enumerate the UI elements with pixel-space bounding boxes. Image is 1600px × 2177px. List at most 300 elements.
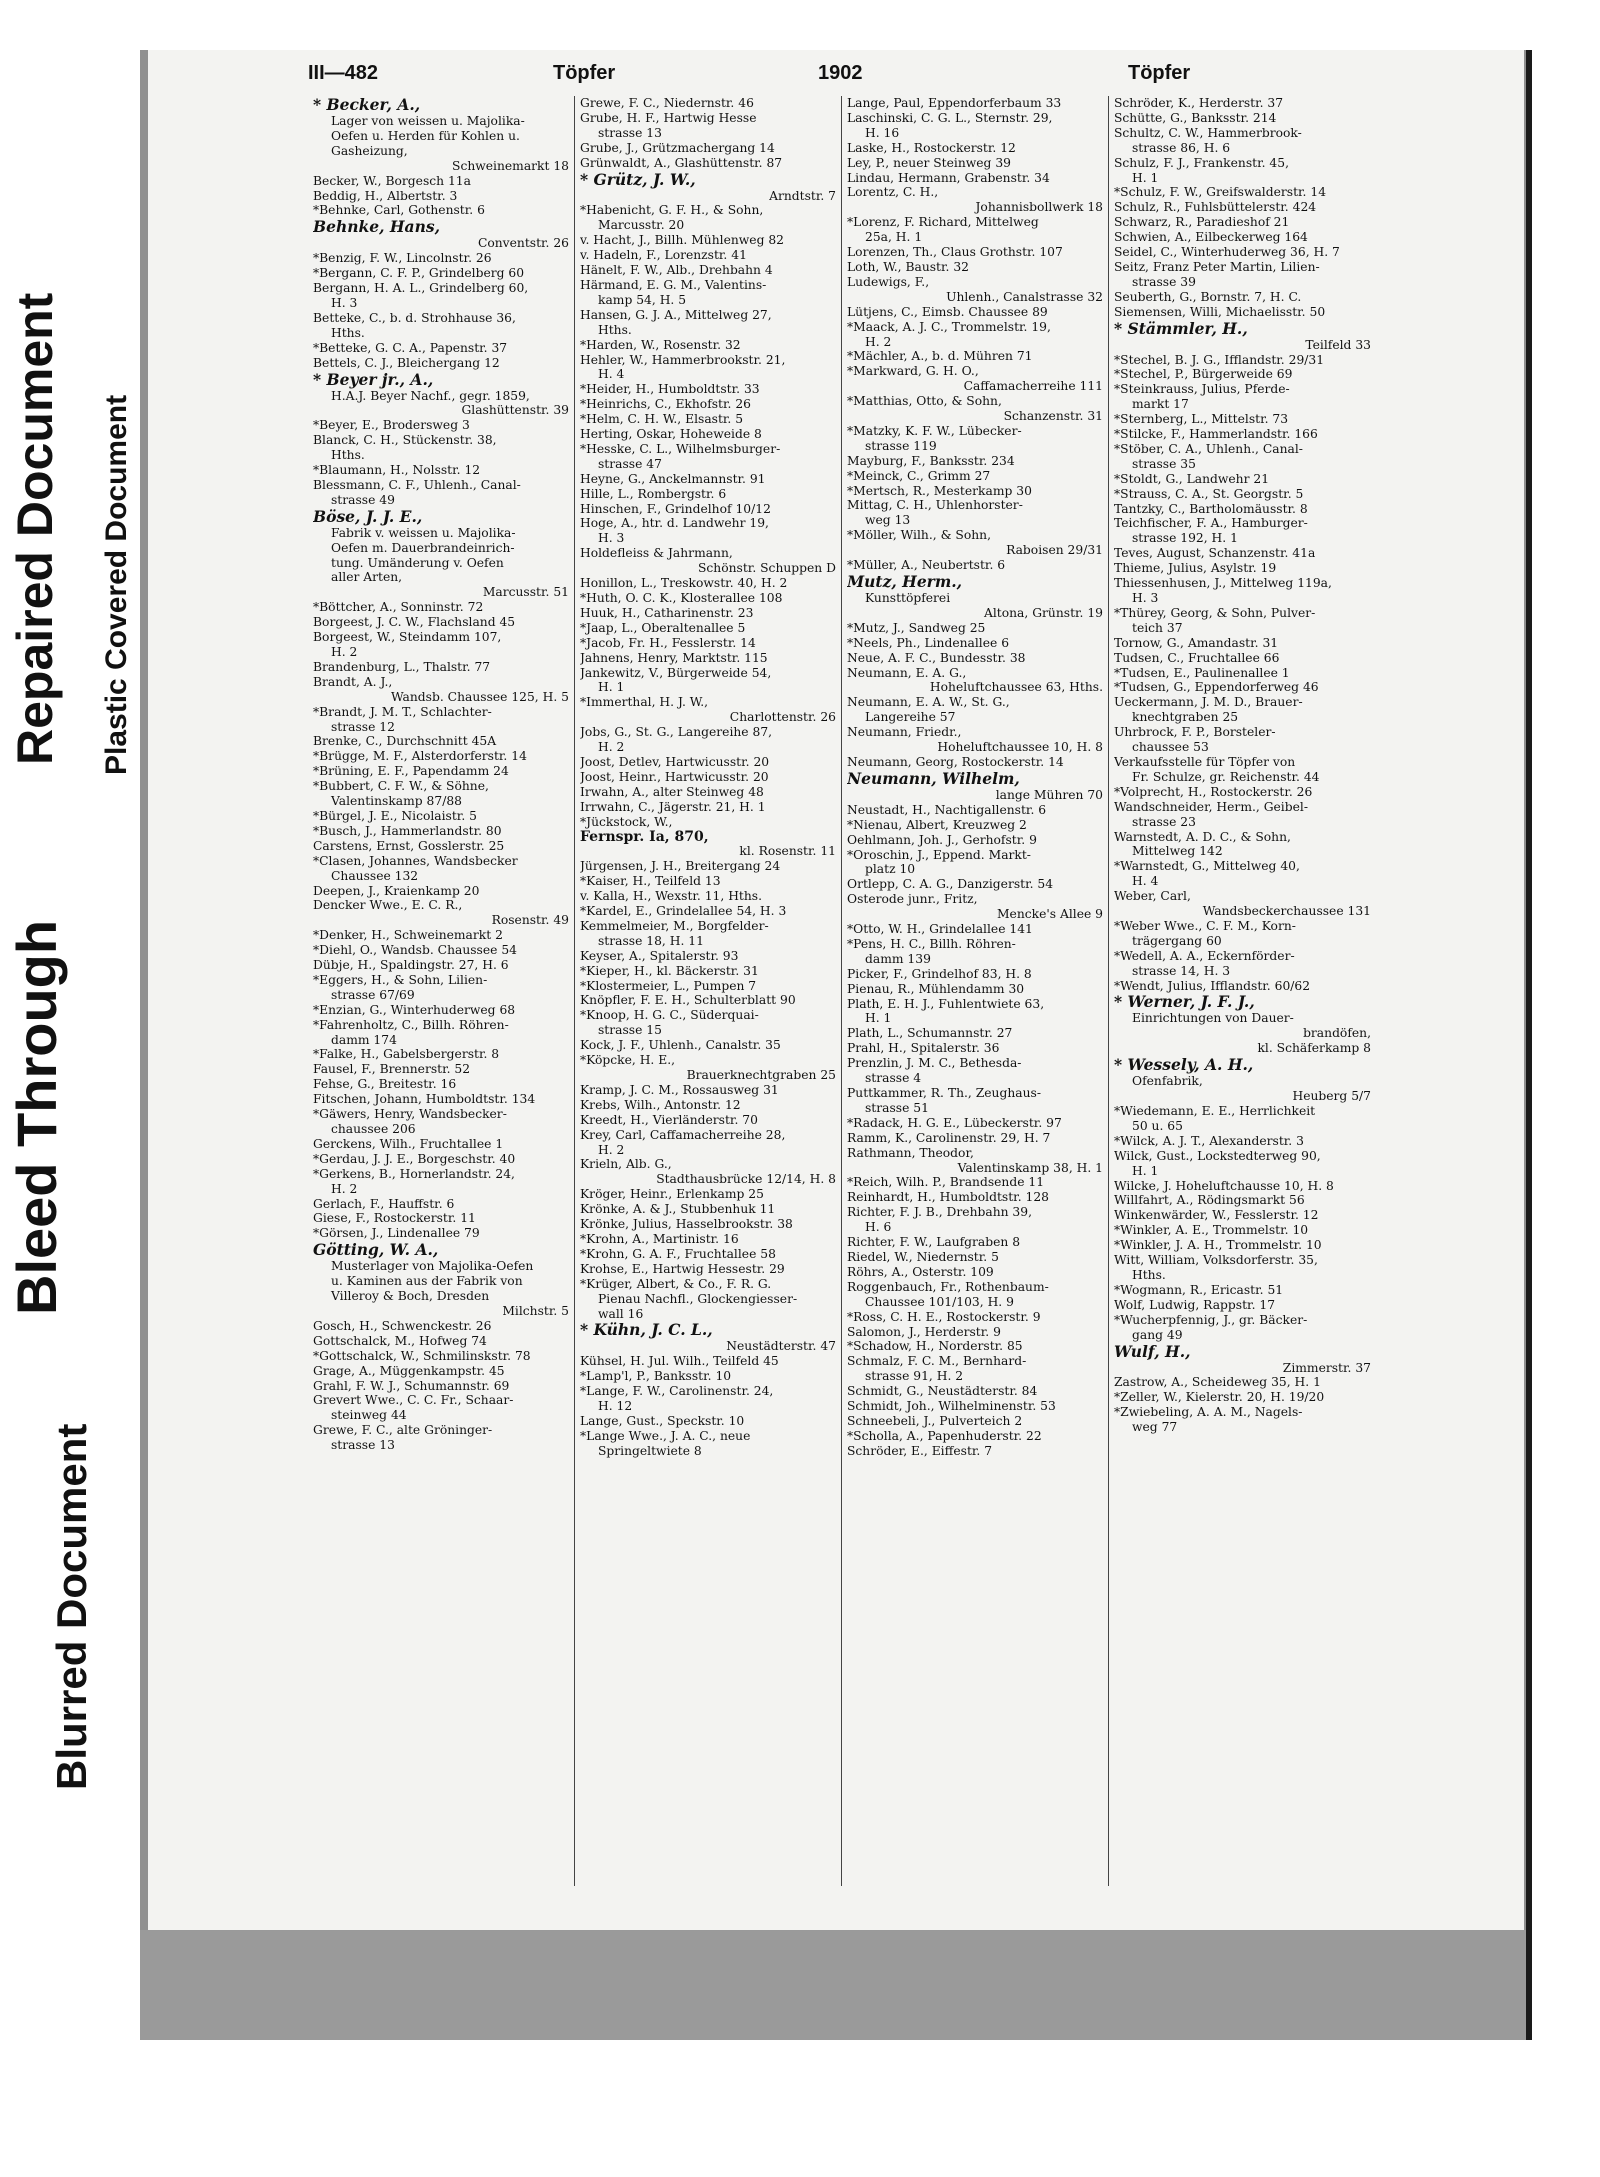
directory-entry-line: knechtgraben 25 xyxy=(1132,710,1239,725)
directory-entry-line: strasse 39 xyxy=(1132,274,1196,289)
directory-entry-line: v. Hadeln, F., Lorenzstr. 41 xyxy=(580,248,747,263)
directory-entry-line: *Eggers, H., & Sohn, Lilien- xyxy=(313,972,488,987)
directory-entry-line: Giese, F., Rostockerstr. 11 xyxy=(313,1211,476,1226)
directory-entry-line: *Brandt, J. M. T., Schlachter- xyxy=(313,704,492,719)
directory-entry-line: Chaussee 101/103, H. 9 xyxy=(865,1294,1014,1309)
directory-entry-line: Schanzenstr. 31 xyxy=(1003,409,1103,424)
directory-entry-line: v. Kalla, H., Wexstr. 11, Hths. xyxy=(580,889,763,904)
firm-heading: Böse, J. J. E., xyxy=(313,507,423,526)
directory-entry-line: *Lange Wwe., J. A. C., neue xyxy=(580,1428,751,1443)
directory-entry-line: Picker, F., Grindelhof 83, H. 8 xyxy=(847,966,1032,981)
directory-entry-line: Grahl, F. W. J., Schumannstr. 69 xyxy=(313,1378,510,1393)
directory-entry-line: Laschinski, C. G. L., Sternstr. 29, xyxy=(847,110,1053,125)
directory-entry-line: Villeroy & Boch, Dresden xyxy=(331,1289,490,1304)
directory-entry-line: Schulz, R., Fuhlsbüttelerstr. 424 xyxy=(1114,200,1317,215)
directory-entry-line: *Zeller, W., Kielerstr. 20, H. 19/20 xyxy=(1114,1390,1325,1405)
directory-entry-line: Heuberg 5/7 xyxy=(1292,1089,1371,1104)
directory-entry-line: H. 2 xyxy=(598,1142,625,1157)
directory-entry-line: *Clasen, Johannes, Wandsbecker xyxy=(313,853,518,868)
directory-entry-line: Irwahn, A., alter Steinweg 48 xyxy=(580,784,764,799)
firm-heading: Götting, W. A., xyxy=(313,1241,439,1260)
directory-entry-line: *Scholla, A., Papenhuderstr. 22 xyxy=(847,1428,1042,1443)
directory-entry-line: Prenzlin, J. M. C., Bethesda- xyxy=(847,1056,1022,1071)
directory-entry-line: *Heider, H., Humboldtstr. 33 xyxy=(580,382,760,397)
directory-entry-line: trägergang 60 xyxy=(1132,933,1222,948)
directory-entry-line: H.A.J. Beyer Nachf., gegr. 1859, xyxy=(331,388,530,403)
directory-entry-line: *Stöber, C. A., Uhlenh., Canal- xyxy=(1114,441,1303,456)
directory-entry-line: Röhrs, A., Osterstr. 109 xyxy=(847,1264,994,1279)
directory-entry-line: *Böttcher, A., Sonninstr. 72 xyxy=(313,600,484,615)
directory-entry-line: chaussee 206 xyxy=(331,1122,416,1136)
directory-entry-line: Bettels, C. J., Bleichergang 12 xyxy=(313,355,500,370)
directory-entry-line: *Fahrenholtz, C., Billh. Röhren- xyxy=(313,1017,509,1032)
directory-entry-line: Lange, Gust., Speckstr. 10 xyxy=(580,1413,745,1428)
directory-entry-line: strasse 15 xyxy=(598,1023,662,1038)
directory-entry-line: *Tudsen, E., Paulinenallee 1 xyxy=(1114,665,1290,680)
directory-entry-line: *Hesske, C. L., Wilhelmsburger- xyxy=(580,441,781,456)
directory-entry-line: chaussee 53 xyxy=(1132,740,1209,755)
directory-entry-line: Keyser, A., Spitalerstr. 93 xyxy=(580,948,739,963)
directory-entry-line: Tantzky, C., Bartholomäusstr. 8 xyxy=(1114,501,1308,516)
directory-entry-line: H. 4 xyxy=(598,367,625,382)
directory-entry-line: Schönstr. Schuppen D xyxy=(697,561,836,576)
directory-entry-line: Richter, F. J. B., Drehbahn 39, xyxy=(847,1205,1032,1220)
directory-entry-line: Neustadt, H., Nachtigallenstr. 6 xyxy=(847,802,1047,817)
directory-entry-line: Gerckens, Wilh., Fruchtallee 1 xyxy=(313,1136,504,1151)
directory-entry-line: *Bürgel, J. E., Nicolaistr. 5 xyxy=(313,808,477,823)
directory-entry-line: strasse 23 xyxy=(1132,814,1196,829)
directory-entry-line: Fr. Schulze, gr. Reichenstr. 44 xyxy=(1132,769,1320,784)
directory-entry-line: Teichfischer, F. A., Hamburger- xyxy=(1114,516,1308,531)
directory-entry-line: brandöfen, xyxy=(1303,1026,1371,1041)
directory-entry-line: Tornow, G., Amandastr. 31 xyxy=(1114,635,1279,650)
directory-entry-line: Deepen, J., Kraienkamp 20 xyxy=(313,883,480,898)
directory-entry-line: 25a, H. 1 xyxy=(865,230,923,245)
directory-entry-line: Musterlager von Majolika-Oefen xyxy=(331,1259,534,1274)
directory-entry-line: *Benzig, F. W., Lincolnstr. 26 xyxy=(313,251,492,266)
directory-entry-line: H. 2 xyxy=(865,334,892,349)
directory-entry-line: *Radack, H. G. E., Lübeckerstr. 97 xyxy=(847,1115,1062,1130)
directory-entry-line: Dencker Wwe., E. C. R., xyxy=(313,898,463,913)
directory-entry-line: *Tudsen, G., Eppendorferweg 46 xyxy=(1114,680,1319,695)
directory-entry-line: Huuk, H., Catharinenstr. 23 xyxy=(580,605,754,620)
directory-entry-line: *Klostermeier, L., Pumpen 7 xyxy=(580,978,757,993)
directory-entry-line: *Bergann, C. F. P., Grindelberg 60 xyxy=(313,266,525,281)
directory-entry-line: damm 174 xyxy=(331,1032,397,1047)
directory-entry-line: Ofenfabrik, xyxy=(1132,1074,1203,1089)
directory-entry-line: *Gerdau, J. J. E., Borgeschstr. 40 xyxy=(313,1151,516,1166)
directory-entry-line: Springeltwiete 8 xyxy=(598,1443,702,1458)
directory-entry-line: Schweinemarkt 18 xyxy=(452,158,569,173)
directory-entry-line: Oefen u. Herden für Kohlen u. xyxy=(331,128,520,143)
directory-entry-line: Hths. xyxy=(1132,1267,1166,1282)
directory-entry-line: Uhlenh., Canalstrasse 32 xyxy=(946,289,1103,304)
directory-entry-line: *Wendt, Julius, Ifflandstr. 60/62 xyxy=(1114,978,1311,993)
directory-entry-line: Wolf, Ludwig, Rappstr. 17 xyxy=(1114,1297,1276,1312)
directory-entry-line: markt 17 xyxy=(1132,397,1189,412)
directory-entry-line: lange Mühren 70 xyxy=(995,787,1103,802)
firm-heading: * Wessely, A. H., xyxy=(1114,1056,1254,1075)
directory-entry-line: Pienau, R., Mühlendamm 30 xyxy=(847,981,1025,996)
directory-entry-line: Pienau Nachfl., Glockengiesser- xyxy=(598,1291,798,1306)
directory-entry-line: *Thürey, Georg, & Sohn, Pulver- xyxy=(1114,605,1316,620)
directory-entry-line: Härmand, E. G. M., Valentins- xyxy=(580,277,767,292)
directory-entry-line: *Harden, W., Rosenstr. 32 xyxy=(580,337,741,352)
directory-entry-line: Ley, P., neuer Steinweg 39 xyxy=(847,155,1011,170)
header-year: 1902 xyxy=(818,62,863,84)
directory-entry-line: Schütte, G., Banksstr. 214 xyxy=(1114,110,1277,125)
scanned-page-frame xyxy=(140,50,1532,2040)
scan-bottom-shadow xyxy=(140,1930,1532,2040)
directory-entry-line: *Matthias, Otto, & Sohn, xyxy=(847,394,1002,409)
directory-entry-line: Grünwaldt, A., Glashüttenstr. 87 xyxy=(580,155,783,170)
directory-entry-line: strasse 192, H. 1 xyxy=(1132,531,1238,546)
directory-entry-line: Schröder, E., Eiffestr. 7 xyxy=(847,1443,993,1458)
directory-entry-line: Krönke, Julius, Hasselbrookstr. 38 xyxy=(580,1217,793,1232)
directory-entry-line: Teilfeld 33 xyxy=(1305,337,1371,352)
directory-entry-line: *Krüger, Albert, & Co., F. R. G. xyxy=(580,1276,772,1291)
directory-entry-line: Milchstr. 5 xyxy=(502,1303,569,1318)
directory-entry-line: *Stilcke, F., Hammerlandstr. 166 xyxy=(1114,427,1318,442)
directory-entry-line: Schmidt, G., Neustädterstr. 84 xyxy=(847,1384,1038,1399)
directory-entry-line: H. 1 xyxy=(1132,170,1159,185)
firm-heading: * Stämmler, H., xyxy=(1114,319,1248,338)
directory-entry-line: H. 4 xyxy=(1132,874,1159,889)
directory-entry-line: Lorentz, C. H., xyxy=(847,185,939,200)
firm-heading: * Werner, J. F. J., xyxy=(1114,993,1255,1012)
directory-entry-line: Salomon, J., Herderstr. 9 xyxy=(847,1324,1001,1339)
directory-entry-line: *Neels, Ph., Lindenallee 6 xyxy=(847,635,1010,650)
directory-entry-line: Dübje, H., Spaldingstr. 27, H. 6 xyxy=(313,958,509,973)
directory-entry-line: Irrwahn, C., Jägerstr. 21, H. 1 xyxy=(580,799,766,814)
directory-entry-line: Joost, Heinr., Hartwicusstr. 20 xyxy=(580,769,769,784)
directory-entry-line: Neumann, E. A. W., St. G., xyxy=(847,695,1010,710)
directory-entry-line: strasse 12 xyxy=(331,719,395,734)
directory-entry-line: *Volprecht, H., Rostockerstr. 26 xyxy=(1114,784,1313,799)
directory-entry-line: Warnstedt, A. D. C., & Sohn, xyxy=(1114,829,1291,844)
directory-entry-line: strasse 13 xyxy=(331,1438,395,1453)
directory-entry-line: 50 u. 65 xyxy=(1132,1118,1183,1133)
directory-entry-line: Hehler, W., Hammerbrookstr. 21, xyxy=(580,352,786,367)
directory-page xyxy=(148,50,1524,1930)
directory-entry-line: Riedel, W., Niedernstr. 5 xyxy=(847,1249,999,1264)
directory-entry-line: Hoge, A., htr. d. Landwehr 19, xyxy=(580,516,769,531)
directory-entry-line: H. 1 xyxy=(865,1011,892,1026)
directory-entry-line: *Görsen, J., Lindenallee 79 xyxy=(313,1226,480,1241)
directory-entry-line: Borgeest, J. C. W., Flachsland 45 xyxy=(313,615,516,630)
firm-heading: * Grütz, J. W., xyxy=(580,170,696,189)
directory-entry-line: u. Kaminen aus der Fabrik von xyxy=(331,1274,523,1289)
directory-entry-line: *Lorenz, F. Richard, Mittelweg xyxy=(847,215,1039,230)
directory-entry-line: H. 1 xyxy=(1132,1163,1159,1178)
directory-entry-line: Krieln, Alb. G., xyxy=(580,1157,672,1172)
directory-entry-line: Grewe, F. C., Niedernstr. 46 xyxy=(580,96,754,110)
directory-entry-line: Ramm, K., Carolinenstr. 29, H. 7 xyxy=(847,1130,1051,1145)
directory-entry-line: Ueckermann, J. M. D., Brauer- xyxy=(1114,695,1303,710)
directory-entry-line: weg 13 xyxy=(865,513,911,528)
directory-entry-line: *Nienau, Albert, Kreuzweg 2 xyxy=(847,817,1027,832)
directory-entry-line: Thiessenhusen, J., Mittelweg 119a, xyxy=(1114,576,1332,591)
directory-entry-line: *Zwiebeling, A. A. M., Nagels- xyxy=(1114,1405,1303,1420)
directory-entry-line: Gasheizung, xyxy=(331,143,408,158)
directory-entry-line: *Wogmann, R., Ericastr. 51 xyxy=(1114,1282,1284,1297)
directory-entry-line: *Winkler, J. A. H., Trommelstr. 10 xyxy=(1114,1238,1322,1253)
directory-entry-line: *Brüning, E. F., Papendamm 24 xyxy=(313,764,509,779)
directory-entry-line: Kock, J. F., Uhlenh., Canalstr. 35 xyxy=(580,1038,781,1053)
directory-entry-line: Weber, Carl, xyxy=(1114,889,1191,904)
directory-entry-line: strasse 35 xyxy=(1132,456,1196,471)
directory-entry-line: steinweg 44 xyxy=(331,1408,407,1423)
directory-entry-line: *Helm, C. H. W., Elsastr. 5 xyxy=(580,412,744,427)
directory-entry-line: Loth, W., Baustr. 32 xyxy=(847,259,969,274)
directory-entry-line: *Matzky, K. F. W., Lübecker- xyxy=(847,423,1022,438)
directory-entry-line: Schmidt, Joh., Wilhelminenstr. 53 xyxy=(847,1399,1056,1414)
directory-entry-line: Jobs, G., St. G., Langereihe 87, xyxy=(580,725,773,740)
directory-entry-line: *Stechel, P., Bürgerweide 69 xyxy=(1114,367,1293,382)
directory-entry-line: H. 3 xyxy=(1132,591,1159,605)
directory-entry-line: Joost, Detlev, Hartwicusstr. 20 xyxy=(580,754,770,769)
directory-entry-line: *Gottschalck, W., Schmilinskstr. 78 xyxy=(313,1348,531,1363)
directory-entry-line: *Kardel, E., Grindelallee 54, H. 3 xyxy=(580,904,787,919)
directory-entry-line: Grage, A., Müggenkampstr. 45 xyxy=(313,1363,505,1378)
directory-entry-line: *Oroschin, J., Eppend. Markt- xyxy=(847,847,1031,862)
directory-entry-line: *Knoop, H. G. C., Süderquai- xyxy=(580,1008,759,1023)
directory-entry-line: *Meinck, C., Grimm 27 xyxy=(847,468,991,483)
directory-entry-line: v. Hacht, J., Billh. Mühlenweg 82 xyxy=(580,233,784,248)
directory-entry-line: *Stoldt, G., Landwehr 21 xyxy=(1114,471,1270,486)
directory-entry-line: Plath, E. H. J., Fuhlentwiete 63, xyxy=(847,996,1045,1011)
directory-entry-line: Grube, J., Grützmachergang 14 xyxy=(580,140,775,155)
directory-entry-line: *Kaiser, H., Teilfeld 13 xyxy=(580,874,721,889)
directory-entry-line: *Bubbert, C. F. W., & Söhne, xyxy=(313,779,489,794)
directory-entry-line: Osterode junr., Fritz, xyxy=(847,892,978,907)
directory-entry-line: *Behnke, Carl, Gothenstr. 6 xyxy=(313,203,485,218)
directory-entry-line: Langereihe 57 xyxy=(865,710,956,725)
directory-entry-line: Marcusstr. 51 xyxy=(482,585,569,600)
directory-entry-line: Charlottenstr. 26 xyxy=(729,710,836,725)
directory-entry-line: Heyne, G., Anckelmannstr. 91 xyxy=(580,471,766,486)
directory-entry-line: *Jaap, L., Oberaltenallee 5 xyxy=(580,620,746,635)
directory-entry-line: Knöpfler, F. E. H., Schulterblatt 90 xyxy=(580,993,796,1008)
directory-column-3 xyxy=(842,96,1109,1886)
directory-entry-line: kl. Rosenstr. 11 xyxy=(739,844,836,859)
directory-entry-line: Fausel, F., Brennerstr. 52 xyxy=(313,1062,471,1077)
directory-entry-line: Chaussee 132 xyxy=(331,868,419,883)
directory-entry-line: Siemensen, Willi, Michaelisstr. 50 xyxy=(1114,304,1326,319)
directory-entry-line: Grevert Wwe., C. C. Fr., Schaar- xyxy=(313,1393,514,1408)
directory-entry-line: strasse 67/69 xyxy=(331,987,415,1002)
directory-column-1 xyxy=(308,96,575,1886)
directory-entry-line: Einrichtungen von Dauer- xyxy=(1132,1011,1294,1026)
directory-entry-line: *Blaumann, H., Nolsstr. 12 xyxy=(313,463,481,478)
directory-entry-line: Roggenbauch, Fr., Rothenbaum- xyxy=(847,1279,1049,1294)
directory-entry-line: Hänelt, F. W., Alb., Drehbahn 4 xyxy=(580,263,773,278)
directory-entry-line: H. 2 xyxy=(598,740,625,755)
directory-entry-line: strasse 49 xyxy=(331,492,395,507)
directory-entry-line: weg 77 xyxy=(1132,1420,1178,1435)
firm-heading: Mutz, Herm., xyxy=(847,573,963,591)
directory-entry-line: Arndtstr. 7 xyxy=(769,188,836,203)
directory-entry-line: Neumann, Georg, Rostockerstr. 14 xyxy=(847,754,1064,769)
directory-entry-line: aller Arten, xyxy=(331,570,403,585)
directory-entry-line: Mittag, C. H., Uhlenhorster- xyxy=(847,498,1023,513)
directory-entry-line: *Mächler, A., b. d. Mühren 71 xyxy=(847,349,1033,364)
directory-entry-line: *Pens, H. C., Billh. Röhren- xyxy=(847,936,1016,951)
directory-entry-line: *Lamp'l, P., Banksstr. 10 xyxy=(580,1369,732,1384)
directory-entry-line: Verkaufsstelle für Töpfer von xyxy=(1114,754,1296,769)
directory-entry-line: Oefen m. Dauerbrandeinrich- xyxy=(331,540,515,555)
firm-heading: Neumann, Wilhelm, xyxy=(847,769,1020,788)
directory-entry-line: *Immerthal, H. J. W., xyxy=(580,695,709,710)
directory-entry-line: Holdefleiss & Jahrmann, xyxy=(580,546,733,561)
directory-entry-line: *Lange, F. W., Carolinenstr. 24, xyxy=(580,1384,774,1399)
directory-entry-line: Puttkammer, R. Th., Zeughaus- xyxy=(847,1086,1041,1100)
directory-column-2 xyxy=(575,96,842,1886)
directory-entry-line: *Köpcke, H. E., xyxy=(580,1053,676,1068)
page-header xyxy=(308,62,1378,96)
directory-entry-line: Becker, W., Borgesch 11a xyxy=(313,173,471,188)
label-repaired-document: Repaired Document xyxy=(7,292,63,765)
directory-entry-line: Neue, A. F. C., Bundesstr. 38 xyxy=(847,650,1026,665)
directory-entry-line: *Habenicht, G. F. H., & Sohn, xyxy=(580,203,764,218)
directory-entry-line: Kramp, J. C. M., Rossausweg 31 xyxy=(580,1082,779,1097)
header-right-title: Töpfer xyxy=(1128,62,1191,84)
directory-entry-line: *Betteke, G. C. A., Papenstr. 37 xyxy=(313,340,508,355)
directory-entry-line: Brandt, A. J., xyxy=(313,674,393,689)
directory-entry-line: *Otto, W. H., Grindelallee 141 xyxy=(847,922,1033,937)
directory-entry-line: Neumann, Friedr., xyxy=(847,725,962,740)
directory-entry-line: Hoheluftchaussee 10, H. 8 xyxy=(937,740,1103,755)
directory-entry-line: Gerlach, F., Hauffstr. 6 xyxy=(313,1196,455,1211)
directory-entry-line: *Wilck, A. J. T., Alexanderstr. 3 xyxy=(1114,1133,1304,1148)
directory-entry-line: *Busch, J., Hammerlandstr. 80 xyxy=(313,823,502,838)
directory-entry-line: Lorenzen, Th., Claus Grothstr. 107 xyxy=(847,245,1063,260)
header-left-title: Töpfer xyxy=(553,62,616,84)
directory-entry-line: Carstens, Ernst, Gosslerstr. 25 xyxy=(313,838,505,853)
label-bleed-through: Bleed Through xyxy=(5,919,68,1315)
label-plastic-covered-document: Plastic Covered Document xyxy=(100,394,133,775)
directory-entry-line: Fitschen, Johann, Humboldtstr. 134 xyxy=(313,1092,536,1107)
firm-heading: Behnke, Hans, xyxy=(313,218,440,237)
directory-entry-line: Gottschalck, M., Hofweg 74 xyxy=(313,1333,487,1348)
directory-entry-line: *Schadow, H., Norderstr. 85 xyxy=(847,1339,1023,1354)
directory-entry-line: Caffamacherreihe 111 xyxy=(963,379,1103,394)
directory-entry-line: Seitz, Franz Peter Martin, Lilien- xyxy=(1114,259,1320,274)
directory-entry-line: Wandsb. Chaussee 125, H. 5 xyxy=(390,689,569,704)
directory-entry-line: Hinschen, F., Grindelhof 10/12 xyxy=(580,501,771,516)
directory-entry-line: Rosenstr. 49 xyxy=(491,913,569,928)
directory-entry-line: Schwien, A., Eilbeckerweg 164 xyxy=(1114,230,1308,245)
directory-entry-line: H. 3 xyxy=(598,531,625,546)
directory-entry-line: H. 16 xyxy=(865,125,900,140)
directory-entry-line: Hille, L., Rombergstr. 6 xyxy=(580,486,727,501)
directory-entry-line: strasse 14, H. 3 xyxy=(1132,963,1231,978)
directory-entry-line: *Mertsch, R., Mesterkamp 30 xyxy=(847,483,1032,498)
directory-entry-line: Kröger, Heinr., Erlenkamp 25 xyxy=(580,1187,764,1202)
directory-entry-line: Seidel, C., Winterhuderweg 36, H. 7 xyxy=(1114,245,1340,260)
directory-entry-line: Kühsel, H. Jul. Wilh., Teilfeld 45 xyxy=(580,1354,779,1369)
directory-entry-line: Mittelweg 142 xyxy=(1132,844,1223,859)
directory-entry-line: *Jacob, Fr. H., Fesslerstr. 14 xyxy=(580,635,756,650)
directory-entry-line: Jahnens, Henry, Marktstr. 115 xyxy=(580,650,768,665)
directory-entry-line: *Wiedemann, E. E., Herrlichkeit xyxy=(1114,1104,1316,1118)
directory-entry-line: Uhrbrock, F. P., Borsteler- xyxy=(1114,725,1276,740)
directory-entry-line: Rathmann, Theodor, xyxy=(847,1145,974,1160)
directory-entry-line: *Jückstock, W., xyxy=(580,814,673,829)
directory-entry-line: *Maack, A. J. C., Trommelstr. 19, xyxy=(847,319,1051,334)
directory-entry-line: Fabrik v. weissen u. Majolika- xyxy=(331,525,516,540)
directory-entry-line: *Beyer, E., Brodersweg 3 xyxy=(313,418,470,433)
directory-entry-line: Krey, Carl, Caffamacherreihe 28, xyxy=(580,1127,786,1142)
directory-entry-line: Zastrow, A., Scheideweg 35, H. 1 xyxy=(1114,1375,1321,1390)
directory-entry-line: strasse 51 xyxy=(865,1100,929,1115)
directory-entry-line: Valentinskamp 87/88 xyxy=(331,794,462,809)
directory-entry-line: Winkenwärder, W., Fesslerstr. 12 xyxy=(1114,1208,1319,1223)
directory-entry-line: Hths. xyxy=(331,448,365,463)
directory-entry-line: Schneebeli, J., Pulverteich 2 xyxy=(847,1413,1023,1428)
directory-entry-line: Brandenburg, L., Thalstr. 77 xyxy=(313,659,491,674)
directory-entry-line: Willfahrt, A., Rödingsmarkt 56 xyxy=(1114,1193,1305,1208)
directory-entry-line: Krohse, E., Hartwig Hessestr. 29 xyxy=(580,1261,785,1276)
directory-entry-line: Jürgensen, J. H., Breitergang 24 xyxy=(580,859,781,874)
directory-entry-line: *Müller, A., Neubertstr. 6 xyxy=(847,558,1006,573)
directory-entry-line: Krönke, A. & J., Stubbenhuk 11 xyxy=(580,1202,776,1217)
directory-entry-line: Marcusstr. 20 xyxy=(598,218,685,233)
directory-entry-line: *Heinrichs, C., Ekhofstr. 26 xyxy=(580,397,751,412)
directory-entry-line: Tudsen, C., Fruchtallee 66 xyxy=(1114,650,1280,665)
directory-entry-line: tung. Umänderung v. Oefen xyxy=(331,555,504,570)
directory-entry-line: Fehse, G., Breitestr. 16 xyxy=(313,1077,457,1092)
directory-entry-line: kl. Schäferkamp 8 xyxy=(1257,1041,1371,1056)
directory-entry-line: platz 10 xyxy=(865,862,916,877)
directory-entry-line: *Brügge, M. F., Alsterdorferstr. 14 xyxy=(313,749,527,764)
directory-entry-line: Valentinskamp 38, H. 1 xyxy=(957,1160,1103,1175)
directory-entry-line: Wilcke, J. Hoheluftchausse 10, H. 8 xyxy=(1114,1178,1334,1193)
directory-entry-line: Neustädterstr. 47 xyxy=(726,1339,836,1354)
firm-heading: * Beyer jr., A., xyxy=(313,370,434,389)
directory-entry-line: *Warnstedt, G., Mittelweg 40, xyxy=(1114,859,1300,874)
directory-entry-line: Kreedt, H., Vierländerstr. 70 xyxy=(580,1112,758,1127)
directory-entry-line: Schulz, F. J., Frankenstr. 45, xyxy=(1114,155,1289,170)
directory-entry-line: Brauerknechtgraben 25 xyxy=(686,1068,836,1082)
directory-entry-line: *Möller, Wilh., & Sohn, xyxy=(847,528,991,543)
directory-columns xyxy=(308,96,1378,1886)
scan-right-border xyxy=(1526,50,1532,2040)
directory-entry-line: Herting, Oskar, Hoheweide 8 xyxy=(580,427,762,442)
directory-entry-line: Thieme, Julius, Asylstr. 19 xyxy=(1114,561,1277,576)
directory-entry-line: strasse 18, H. 11 xyxy=(598,933,704,948)
directory-entry-line: *Diehl, O., Wandsb. Chaussee 54 xyxy=(313,943,517,958)
directory-entry-line: Blessmann, C. F., Uhlenh., Canal- xyxy=(313,477,521,492)
directory-entry-line: Teves, August, Schanzenstr. 41a xyxy=(1114,546,1316,561)
directory-entry-line: Laske, H., Rostockerstr. 12 xyxy=(847,140,1016,155)
directory-entry-line: *Denker, H., Schweinemarkt 2 xyxy=(313,928,503,943)
directory-entry-line: strasse 13 xyxy=(598,125,662,140)
directory-entry-line: Wandschneider, Herm., Geibel- xyxy=(1114,799,1308,814)
directory-entry-line: Jankewitz, V., Bürgerweide 54, xyxy=(580,665,772,680)
directory-entry-line: *Gerkens, B., Hornerlandstr. 24, xyxy=(313,1166,515,1181)
directory-entry-line: *Wucherpfennig, J., gr. Bäcker- xyxy=(1114,1312,1308,1327)
directory-entry-line: wall 16 xyxy=(598,1306,644,1321)
directory-entry-line: Gosch, H., Schwenckestr. 26 xyxy=(313,1318,492,1333)
firm-heading: * Becker, A., xyxy=(313,96,421,114)
directory-entry-line: Stadthausbrücke 12/14, H. 8 xyxy=(656,1172,836,1187)
directory-entry-line: *Kieper, H., kl. Bäckerstr. 31 xyxy=(580,963,759,978)
directory-entry-line: Schultz, C. W., Hammerbrook- xyxy=(1114,125,1302,140)
directory-entry-line: Seuberth, G., Bornstr. 7, H. C. xyxy=(1114,289,1302,304)
directory-entry-line: Mencke's Allee 9 xyxy=(996,907,1103,922)
directory-entry-line: Schwarz, R., Paradieshof 21 xyxy=(1114,215,1290,230)
